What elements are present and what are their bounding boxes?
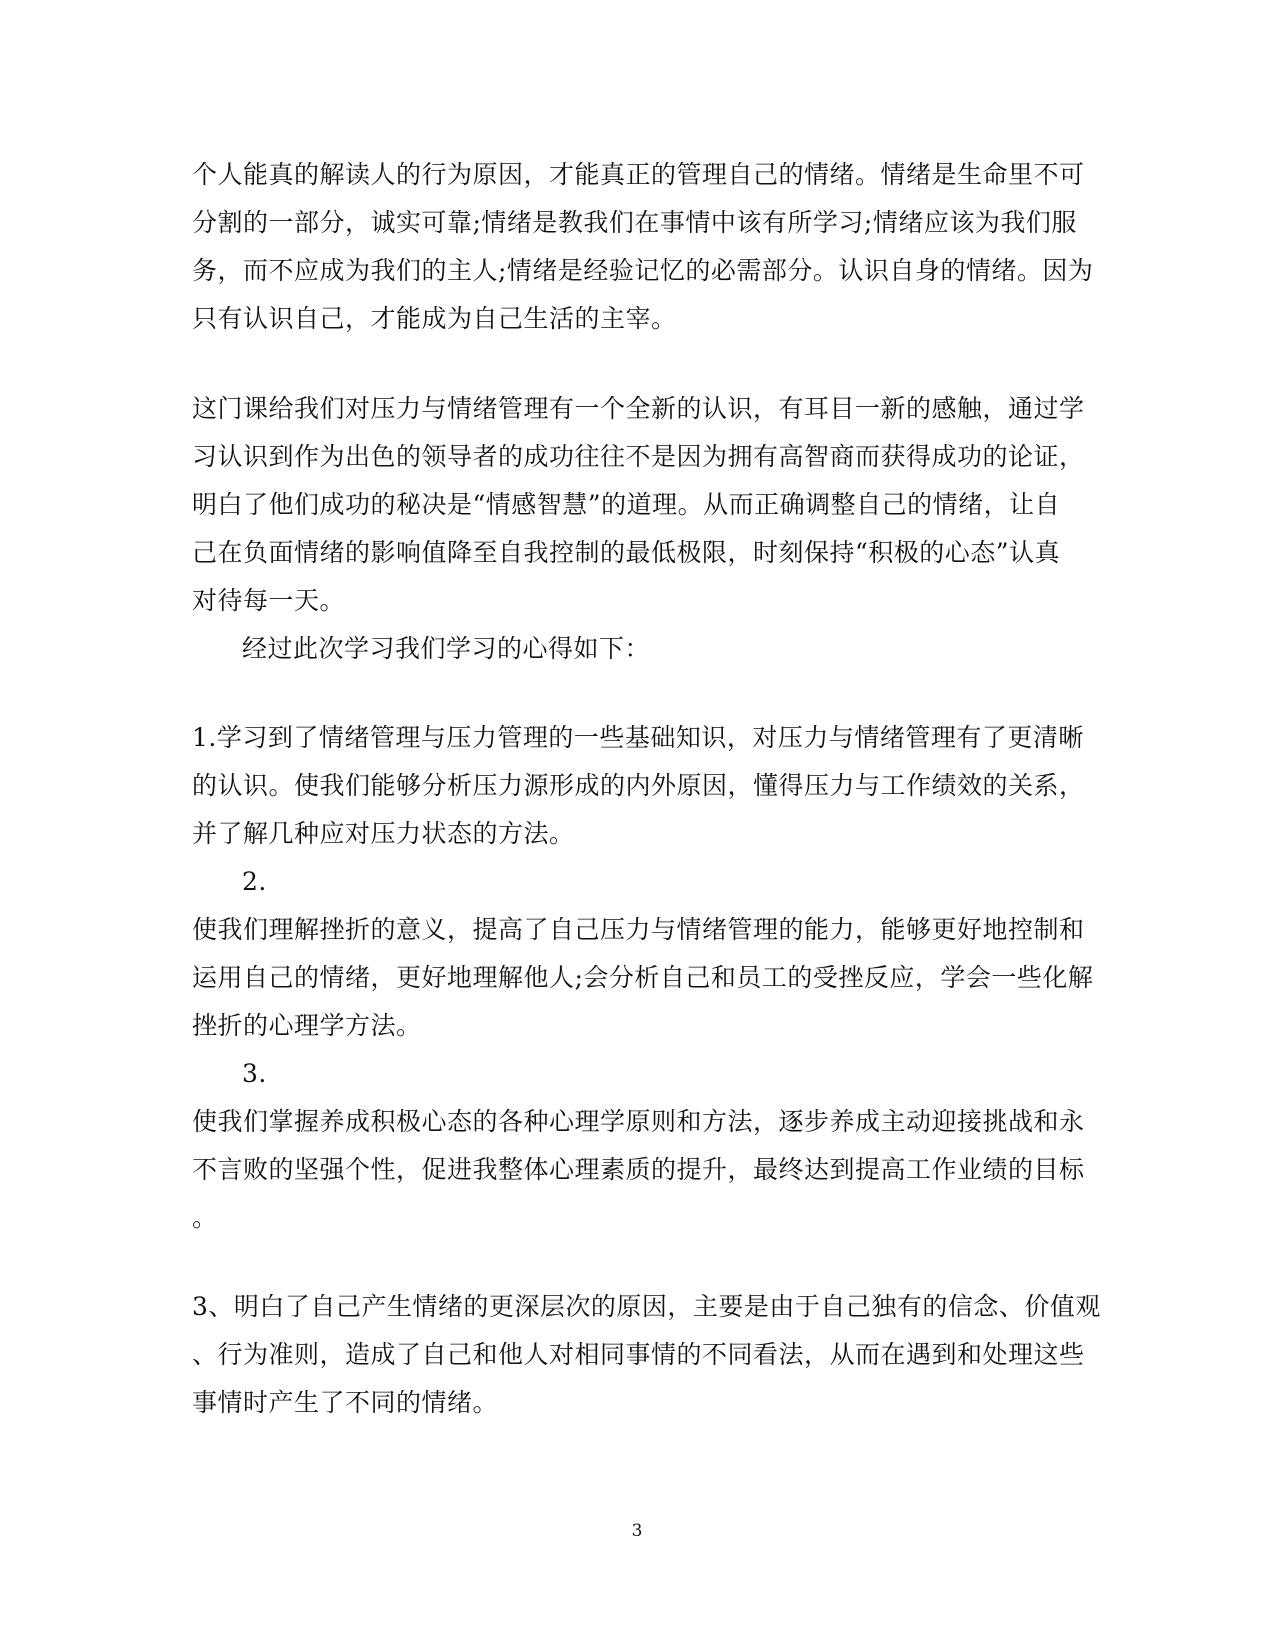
text-line: 明白了他们成功的秘决是“情感智慧”的道理。从而正确调整自己的情绪，让自: [192, 490, 1061, 519]
text-line: 这门课给我们对压力与情绪管理有一个全新的认识，有耳目一新的感触，通过学: [192, 394, 1085, 423]
text-line: 习认识到作为出色的领导者的成功往往不是因为拥有高智商而获得成功的论证，: [192, 442, 1085, 471]
text-line: 1.学习到了情绪管理与压力管理的一些基础知识，对压力与情绪管理有了更清晰: [192, 723, 1084, 752]
text-line: 。: [192, 1203, 218, 1232]
text-line: 对待每一天。: [192, 586, 346, 615]
text-line: 不言败的坚强个性，促进我整体心理素质的提升，最终达到提高工作业绩的目标: [192, 1155, 1085, 1184]
text-line: 只有认识自己，才能成为自己生活的主宰。: [192, 304, 677, 333]
page-number: 3: [631, 1521, 643, 1541]
text-line: 、行为准则，造成了自己和他人对相同事情的不同看法，从而在遇到和处理这些: [192, 1340, 1085, 1369]
text-line: 分割的一部分，诚实可靠;情绪是教我们在事情中该有所学习;情绪应该为我们服: [192, 208, 1077, 237]
text-line: 务，而不应成为我们的主人;情绪是经验记忆的必需部分。认识自身的情绪。因为: [192, 256, 1094, 285]
text-line: 己在负面情绪的影响值降至自我控制的最低极限，时刻保持“积极的心态”认真: [192, 538, 1061, 567]
text-line: 事情时产生了不同的情绪。: [192, 1388, 499, 1417]
text-line: 使我们理解挫折的意义，提高了自己压力与情绪管理的能力，能够更好地控制和: [192, 915, 1085, 944]
text-line: 并了解几种应对压力状态的方法。: [192, 819, 575, 848]
text-line: 运用自己的情绪，更好地理解他人;会分析自己和员工的受挫反应，学会一些化解: [192, 963, 1094, 992]
text-line: 个人能真的解读人的行为原因，才能真正的管理自己的情绪。情绪是生命里不可: [192, 160, 1085, 189]
text-line: 2.: [242, 867, 267, 896]
text-line: 挫折的心理学方法。: [192, 1011, 422, 1040]
text-line: 3、明白了自己产生情绪的更深层次的原因，主要是由于自己独有的信念、价值观: [192, 1292, 1101, 1321]
text-line: 使我们掌握养成积极心态的各种心理学原则和方法，逐步养成主动迎接挑战和永: [192, 1107, 1085, 1136]
text-line: 3.: [242, 1059, 267, 1088]
text-line: 的认识。使我们能够分析压力源形成的内外原因，懂得压力与工作绩效的关系，: [192, 771, 1085, 800]
text-line: 经过此次学习我们学习的心得如下：: [242, 634, 651, 663]
